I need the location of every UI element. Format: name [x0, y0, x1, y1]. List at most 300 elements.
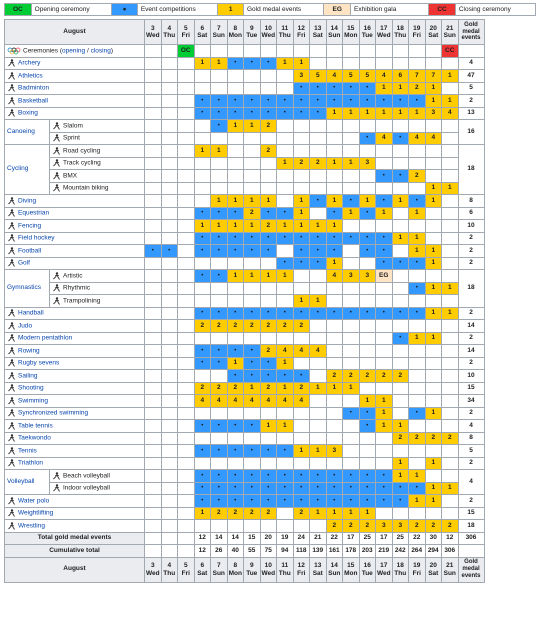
sport-link[interactable]: Shooting [18, 384, 44, 392]
day-cell [178, 182, 195, 195]
day-cell: • [194, 420, 211, 433]
day-cell [442, 220, 459, 233]
day-cell: • [277, 495, 294, 508]
sport-group-gymnastics[interactable]: Gymnastics [5, 270, 50, 308]
day-cell: • [293, 232, 310, 245]
sport-link[interactable]: Golf [18, 259, 30, 267]
ceremonies-day-cell [244, 45, 261, 58]
discipline-sprint[interactable] [50, 132, 145, 145]
day-cell: 2 [227, 382, 244, 395]
day-cell [359, 295, 376, 308]
header-top-day-15 [343, 20, 360, 45]
day-cell [161, 432, 178, 445]
day-cell [161, 95, 178, 108]
ceremonies-day-cell [376, 45, 393, 58]
day-cell [145, 182, 162, 195]
day-number: 8 [233, 24, 238, 32]
discipline-indoor-volleyball[interactable] [50, 482, 145, 495]
header-bottom-day-18 [392, 557, 409, 582]
day-cell: • [194, 245, 211, 258]
day-cell [442, 120, 459, 133]
day-cell: • [244, 420, 261, 433]
day-cell: 2 [359, 520, 376, 533]
day-cell: 1 [425, 407, 442, 420]
day-cell: • [293, 245, 310, 258]
sport-link[interactable]: Water polo [18, 497, 50, 505]
sport-tennis[interactable] [5, 445, 145, 458]
day-name: Wed [376, 32, 391, 39]
day-cell [161, 82, 178, 95]
day-cell: 5 [310, 70, 327, 83]
day-number: 14 [330, 562, 338, 570]
schedule-row [5, 407, 485, 420]
sport-link[interactable]: Badminton [18, 84, 50, 92]
day-cell [326, 432, 343, 445]
day-cell [260, 132, 277, 145]
day-cell: 1 [343, 107, 360, 120]
sport-field-hockey[interactable] [5, 232, 145, 245]
sport-group-canoeing[interactable]: Canoeing [5, 120, 50, 145]
day-cell: • [227, 95, 244, 108]
day-cell: • [260, 470, 277, 483]
sport-modern-pentathlon[interactable] [5, 332, 145, 345]
day-cell [178, 520, 195, 533]
day-cell: • [227, 245, 244, 258]
day-cell: 4 [425, 132, 442, 145]
sport-link[interactable]: Swimming [18, 397, 48, 405]
day-cell: • [343, 495, 360, 508]
cumulative-cell: 75 [260, 545, 277, 558]
day-cell: • [376, 482, 393, 495]
day-cell [161, 507, 178, 520]
day-cell: • [211, 470, 228, 483]
sport-link[interactable]: Wrestling [18, 522, 45, 530]
sport-link[interactable]: Modern pentathlon [18, 334, 73, 342]
ceremonies-day-cell: OC [178, 45, 195, 58]
day-cell [161, 295, 178, 308]
day-cell: • [227, 495, 244, 508]
day-cell [145, 495, 162, 508]
day-cell [277, 457, 294, 470]
day-cell [161, 132, 178, 145]
day-cell: • [260, 107, 277, 120]
sport-rugby-sevens[interactable] [5, 357, 145, 370]
sport-gold-total: 2 [458, 95, 484, 108]
total-gold-row [5, 532, 485, 545]
day-number: 13 [314, 24, 322, 32]
day-cell: • [392, 95, 409, 108]
discipline-beach-volleyball[interactable] [50, 470, 145, 483]
header-bottom-day-14 [326, 557, 343, 582]
day-cell: • [310, 82, 327, 95]
day-cell [178, 57, 195, 70]
day-cell [425, 170, 442, 183]
sport-basketball[interactable] [5, 95, 145, 108]
day-cell: • [211, 445, 228, 458]
day-cell: 1 [442, 182, 459, 195]
day-cell: 1 [277, 220, 294, 233]
sport-link[interactable]: Field hockey [18, 234, 55, 242]
day-cell: 2 [392, 432, 409, 445]
day-cell [376, 357, 393, 370]
day-cell [359, 332, 376, 345]
olympic-schedule-table [4, 19, 485, 583]
cumulative-cell: 12 [194, 545, 211, 558]
day-cell: 1 [310, 507, 327, 520]
day-cell: 1 [425, 195, 442, 208]
day-cell [178, 145, 195, 158]
day-cell [359, 282, 376, 295]
sport-judo[interactable] [5, 320, 145, 333]
sport-link[interactable]: Diving [18, 197, 37, 205]
schedule-row [5, 57, 485, 70]
day-cell [194, 432, 211, 445]
day-cell: 1 [359, 507, 376, 520]
day-cell: 2 [409, 170, 426, 183]
schedule-row [5, 370, 485, 383]
day-cell [326, 320, 343, 333]
discipline-label: BMX [63, 172, 78, 180]
sport-golf[interactable] [5, 257, 145, 270]
schedule-row [5, 207, 485, 220]
day-cell: • [277, 370, 294, 383]
header-top-day-18 [392, 20, 409, 45]
day-cell [145, 307, 162, 320]
judo-icon [7, 322, 16, 330]
day-cell [161, 207, 178, 220]
day-cell [376, 120, 393, 133]
discipline-rhythmic[interactable] [50, 282, 145, 295]
discipline-trampolining[interactable] [50, 295, 145, 308]
day-cell [277, 507, 294, 520]
day-cell: 1 [310, 220, 327, 233]
day-name: Sat [197, 569, 208, 577]
day-cell: • [293, 82, 310, 95]
day-cell [376, 432, 393, 445]
day-cell: 2 [194, 382, 211, 395]
day-cell [161, 220, 178, 233]
day-cell: 3 [392, 520, 409, 533]
day-cell: • [376, 195, 393, 208]
day-cell [442, 507, 459, 520]
day-cell [392, 57, 409, 70]
day-cell [392, 182, 409, 195]
sport-badminton[interactable] [5, 82, 145, 95]
day-cell [194, 332, 211, 345]
sport-weightlifting[interactable] [5, 507, 145, 520]
sport-link[interactable]: Basketball [18, 97, 48, 105]
sport-taekwondo[interactable] [5, 432, 145, 445]
day-cell [161, 470, 178, 483]
ceremonies-day-cell [161, 45, 178, 58]
sport-link[interactable]: Rugby sevens [18, 359, 60, 367]
day-cell: • [359, 82, 376, 95]
day-cell [211, 432, 228, 445]
sport-diving[interactable] [5, 195, 145, 208]
sport-link[interactable]: Fencing [18, 222, 42, 230]
day-cell [211, 370, 228, 383]
day-cell [178, 107, 195, 120]
opening-link[interactable]: opening [62, 47, 86, 55]
sport-shooting[interactable] [5, 382, 145, 395]
day-cell: 2 [260, 145, 277, 158]
discipline-track-cycling[interactable] [50, 157, 145, 170]
day-number: 21 [446, 562, 454, 570]
sport-link[interactable]: Sailing [18, 372, 38, 380]
day-cell: 2 [244, 207, 261, 220]
day-cell [343, 120, 360, 133]
sport-wrestling[interactable] [5, 520, 145, 533]
day-number: 4 [167, 562, 172, 570]
sport-link[interactable]: Taekwondo [18, 434, 51, 442]
sport-equestrian[interactable] [5, 207, 145, 220]
sport-football[interactable] [5, 245, 145, 258]
ceremonies-day-cell [326, 45, 343, 58]
day-cell: • [227, 482, 244, 495]
day-cell: 1 [326, 157, 343, 170]
sport-gold-total: 14 [458, 320, 484, 333]
day-cell [326, 182, 343, 195]
day-cell: 1 [277, 357, 294, 370]
day-cell [310, 282, 327, 295]
header-bottom-day-13 [310, 557, 327, 582]
day-cell [161, 320, 178, 333]
sport-swimming[interactable] [5, 395, 145, 408]
day-cell: • [310, 482, 327, 495]
day-cell [161, 345, 178, 358]
day-cell: 1 [343, 157, 360, 170]
day-cell: • [409, 307, 426, 320]
day-cell: • [211, 307, 228, 320]
day-cell: • [277, 257, 294, 270]
ceremonies-text: Ceremonies ( [23, 47, 63, 55]
day-name: Sat [428, 32, 439, 39]
day-cell [178, 282, 195, 295]
day-cell: 7 [425, 70, 442, 83]
total-gold-cell: 14 [227, 532, 244, 545]
sport-boxing[interactable] [5, 107, 145, 120]
day-cell [277, 145, 294, 158]
sport-gold-total: 10 [458, 370, 484, 383]
day-cell: 2 [442, 432, 459, 445]
day-cell [178, 82, 195, 95]
track-cycling-icon [52, 159, 61, 167]
cumulative-row [5, 545, 485, 558]
day-cell: • [244, 245, 261, 258]
schedule-row [5, 170, 485, 183]
day-cell: • [343, 482, 360, 495]
sport-athletics[interactable] [5, 70, 145, 83]
day-cell [227, 157, 244, 170]
sport-link[interactable]: Athletics [18, 72, 43, 80]
sport-group-volleyball[interactable]: Volleyball [5, 470, 50, 495]
day-cell [161, 57, 178, 70]
sport-triathlon[interactable] [5, 457, 145, 470]
sport-synchronized-swimming[interactable] [5, 407, 145, 420]
sport-group-cycling[interactable]: Cycling [5, 145, 50, 195]
day-cell [145, 107, 162, 120]
day-name: Wed [376, 569, 391, 577]
day-cell [343, 57, 360, 70]
day-cell [277, 282, 294, 295]
discipline-mountain-biking[interactable] [50, 182, 145, 195]
header-bottom-day-3 [145, 557, 162, 582]
day-cell [145, 207, 162, 220]
legend-swatch-3: EG [324, 4, 351, 16]
sport-water-polo[interactable] [5, 495, 145, 508]
day-cell [161, 445, 178, 458]
day-cell [277, 432, 294, 445]
sport-link[interactable]: Triathlon [18, 459, 44, 467]
sport-rowing[interactable] [5, 345, 145, 358]
day-cell [145, 132, 162, 145]
day-cell [376, 220, 393, 233]
sport-archery[interactable] [5, 57, 145, 70]
day-name: Fri [297, 32, 306, 39]
day-cell: 1 [392, 232, 409, 245]
day-cell: 1 [211, 220, 228, 233]
sport-link[interactable]: Boxing [18, 109, 38, 117]
discipline-road-cycling[interactable] [50, 145, 145, 158]
day-cell [343, 182, 360, 195]
day-cell: • [211, 95, 228, 108]
day-cell [359, 432, 376, 445]
day-cell [376, 57, 393, 70]
sport-gold-total: 15 [458, 507, 484, 520]
sport-sailing[interactable] [5, 370, 145, 383]
closing-link[interactable]: closing [90, 47, 111, 55]
sport-fencing[interactable] [5, 220, 145, 233]
day-cell: • [343, 82, 360, 95]
day-cell: 1 [326, 382, 343, 395]
day-cell [178, 332, 195, 345]
discipline-label: Beach volleyball [63, 472, 110, 480]
day-cell [178, 445, 195, 458]
day-cell [392, 507, 409, 520]
day-cell [376, 282, 393, 295]
day-cell [178, 95, 195, 108]
sport-handball[interactable] [5, 307, 145, 320]
ceremonies-day-cell [392, 45, 409, 58]
day-cell [392, 220, 409, 233]
day-cell [277, 82, 294, 95]
discipline-artistic[interactable] [50, 270, 145, 283]
day-cell [326, 120, 343, 133]
day-cell [326, 332, 343, 345]
day-cell: • [244, 357, 261, 370]
day-cell [178, 157, 195, 170]
sport-link[interactable]: Synchronized swimming [18, 409, 89, 417]
header-top-day-11 [277, 20, 294, 45]
day-cell: 1 [277, 420, 294, 433]
sport-link[interactable]: Weightlifting [18, 509, 54, 517]
sport-link[interactable]: Tennis [18, 447, 37, 455]
day-cell [392, 157, 409, 170]
day-cell [211, 70, 228, 83]
sport-link[interactable]: Judo [18, 322, 33, 330]
header-top-day-10 [260, 20, 277, 45]
day-cell: 1 [409, 232, 426, 245]
sport-link[interactable]: Football [18, 247, 42, 255]
day-cell: • [211, 482, 228, 495]
day-cell: • [343, 232, 360, 245]
day-cell: • [227, 445, 244, 458]
day-name: Sat [312, 569, 323, 577]
header-bottom-day-10 [260, 557, 277, 582]
day-cell [145, 170, 162, 183]
group-gold-total: 16 [458, 120, 484, 145]
sport-gold-total: 13 [458, 107, 484, 120]
day-cell [244, 332, 261, 345]
day-cell: 2 [343, 370, 360, 383]
day-cell [442, 207, 459, 220]
sport-link[interactable]: Archery [18, 59, 41, 67]
day-cell [161, 495, 178, 508]
day-cell: 5 [343, 70, 360, 83]
day-cell: • [161, 245, 178, 258]
day-cell: 1 [326, 220, 343, 233]
day-name: Fri [412, 32, 421, 39]
day-cell [178, 220, 195, 233]
day-cell: • [227, 107, 244, 120]
sport-table-tennis[interactable] [5, 420, 145, 433]
day-cell [277, 70, 294, 83]
discipline-bmx[interactable] [50, 170, 145, 183]
day-name: Wed [261, 32, 276, 39]
day-name: Fri [181, 32, 190, 39]
day-cell: • [392, 495, 409, 508]
day-cell: • [310, 195, 327, 208]
header-bottom-day-16 [359, 557, 376, 582]
day-cell: 1 [293, 445, 310, 458]
ceremonies-total [458, 45, 484, 58]
day-cell [293, 170, 310, 183]
ceremonies-row [5, 45, 485, 58]
day-cell: • [260, 370, 277, 383]
day-cell: 1 [442, 307, 459, 320]
day-cell: 3 [376, 520, 393, 533]
day-cell: 1 [376, 207, 393, 220]
sport-link[interactable]: Table tennis [18, 422, 53, 430]
day-cell: • [145, 245, 162, 258]
day-cell: 4 [194, 395, 211, 408]
day-cell [409, 445, 426, 458]
beach-volleyball-icon [52, 472, 61, 480]
day-cell: • [194, 107, 211, 120]
day-cell: • [244, 307, 261, 320]
day-name: Sat [197, 32, 208, 39]
day-cell [260, 282, 277, 295]
water-polo-icon [7, 497, 16, 505]
sport-link[interactable]: Rowing [18, 347, 40, 355]
cumulative-cell: 306 [442, 545, 459, 558]
sport-link[interactable]: Handball [18, 309, 44, 317]
sport-gold-total: 2 [458, 332, 484, 345]
sport-link[interactable]: Equestrian [18, 209, 50, 217]
day-cell [161, 270, 178, 283]
day-cell [260, 432, 277, 445]
header-top-day-14 [326, 20, 343, 45]
day-cell [178, 345, 195, 358]
discipline-slalom[interactable] [50, 120, 145, 133]
fencing-icon [7, 222, 16, 230]
ceremonies-day-cell [194, 45, 211, 58]
day-cell [425, 320, 442, 333]
day-name: Sat [312, 32, 323, 39]
day-cell: • [194, 307, 211, 320]
total-gold-cell: 22 [326, 532, 343, 545]
schedule-row [5, 332, 485, 345]
